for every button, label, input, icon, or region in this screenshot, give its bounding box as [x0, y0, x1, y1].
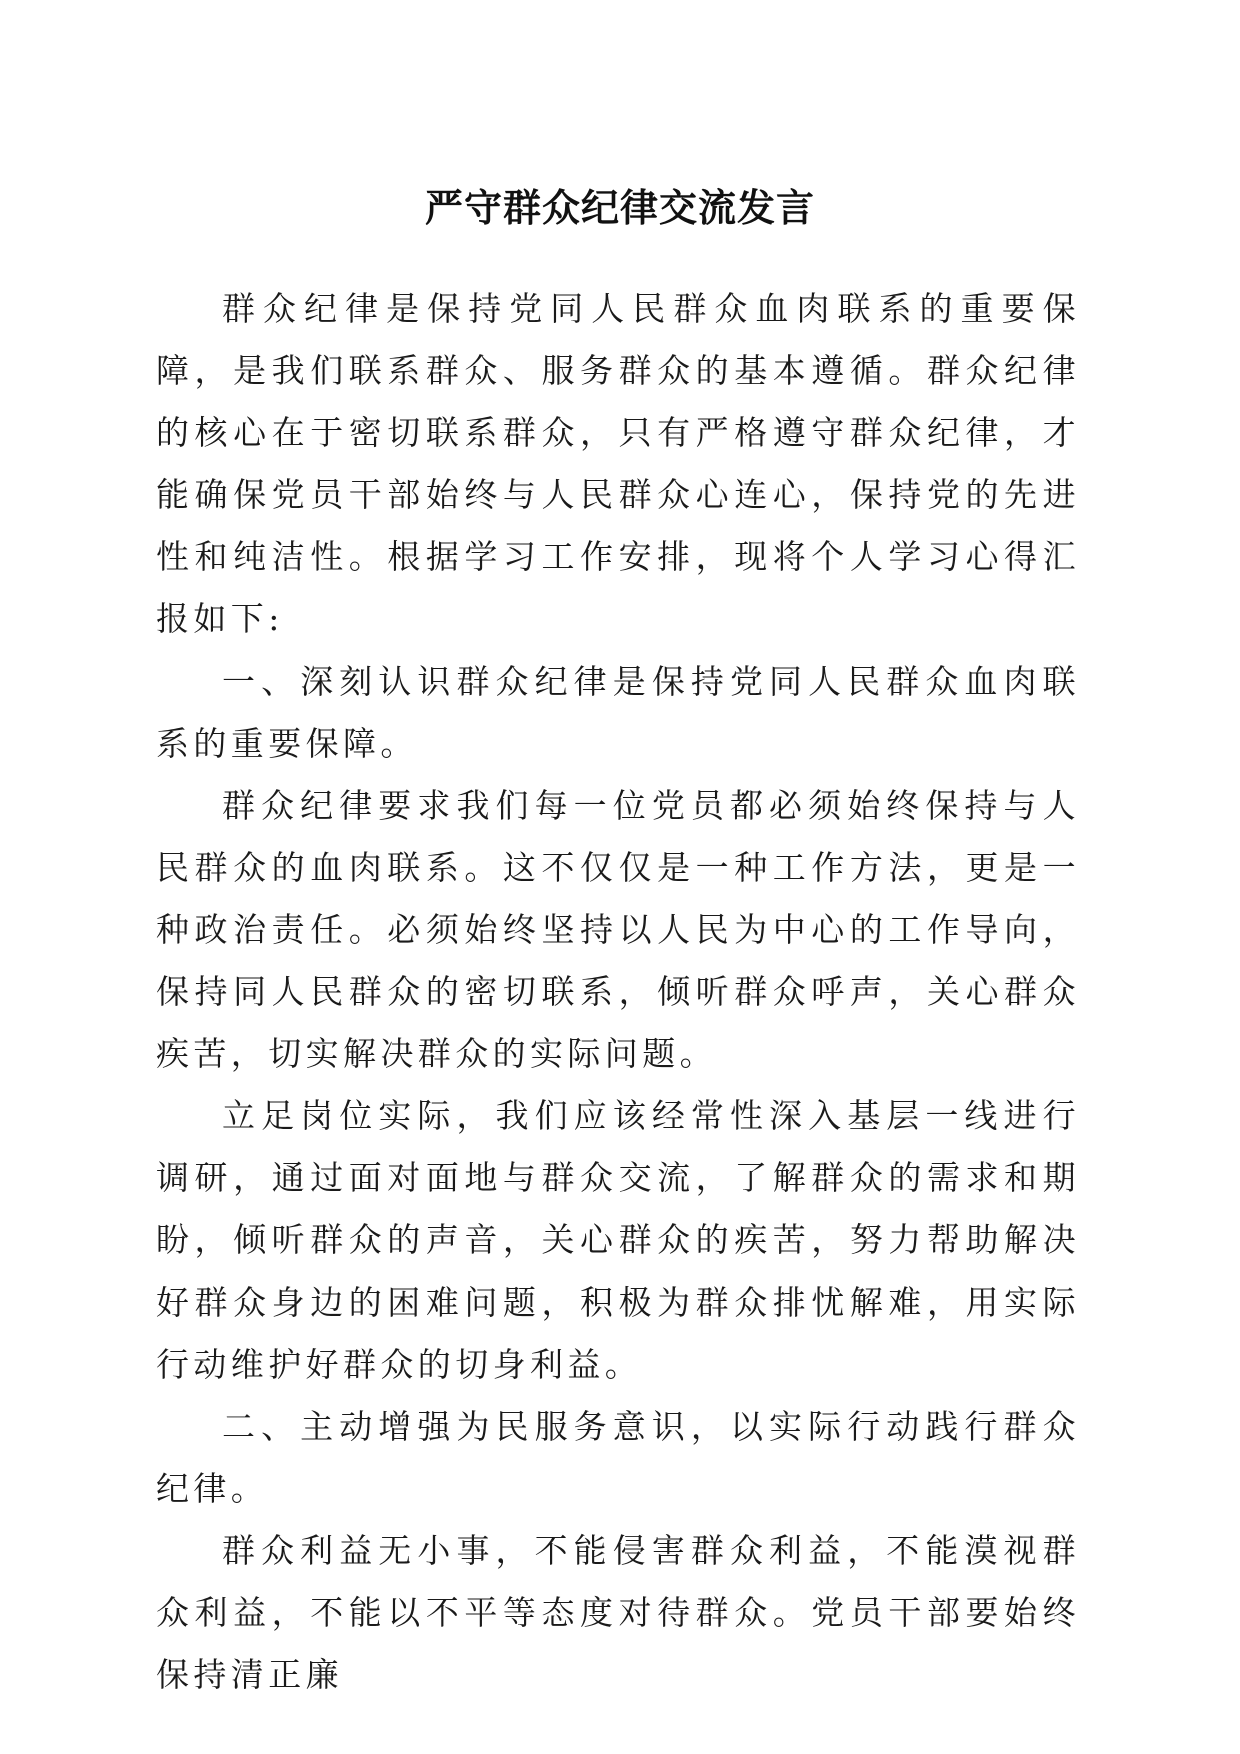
section-heading-two: 二、主动增强为民服务意识，以实际行动践行群众纪律。: [156, 1406, 1080, 1508]
document-body: [156, 278, 1080, 1706]
paragraph: 群众纪律要求我们每一位党员都必须始终保持与人民群众的血肉联系。这不仅仅是一种工作方法，更是一种政治责任。必须始终坚持以人民为中心的工作导向，保持同人民群众的密切联系，倾听群众呼声，关心群众疾苦，切实解决群众的实际问题。: [156, 785, 1080, 1074]
paragraph-intro: 群众纪律是保持党同人民群众血肉联系的重要保障，是我们联系群众、服务群众的基本遵循。群众纪律的核心在于密切联系群众，只有严格遵守群众纪律，才能确保党员干部始终与人民群众心连心，保持党的先进性和纯洁性。根据学习工作安排，现将个人学习心得汇报如下:: [156, 289, 1080, 639]
section-heading-one: 一、深刻认识群众纪律是保持党同人民群众血肉联系的重要保障。: [156, 661, 1080, 763]
paragraph: 群众利益无小事，不能侵害群众利益，不能漠视群众利益，不能以不平等态度对待群众。党员干部要始终保持清正廉: [156, 1530, 1080, 1695]
document-title: 严守群众纪律交流发言: [424, 185, 815, 230]
paragraph: 立足岗位实际，我们应该经常性深入基层一线进行调研，通过面对面地与群众交流，了解群众的需求和期盼，倾听群众的声音，关心群众的疾苦，努力帮助解决好群众身边的困难问题，积极为群众排忧解难，用实际行动维护好群众的切身利益。: [156, 1096, 1080, 1384]
